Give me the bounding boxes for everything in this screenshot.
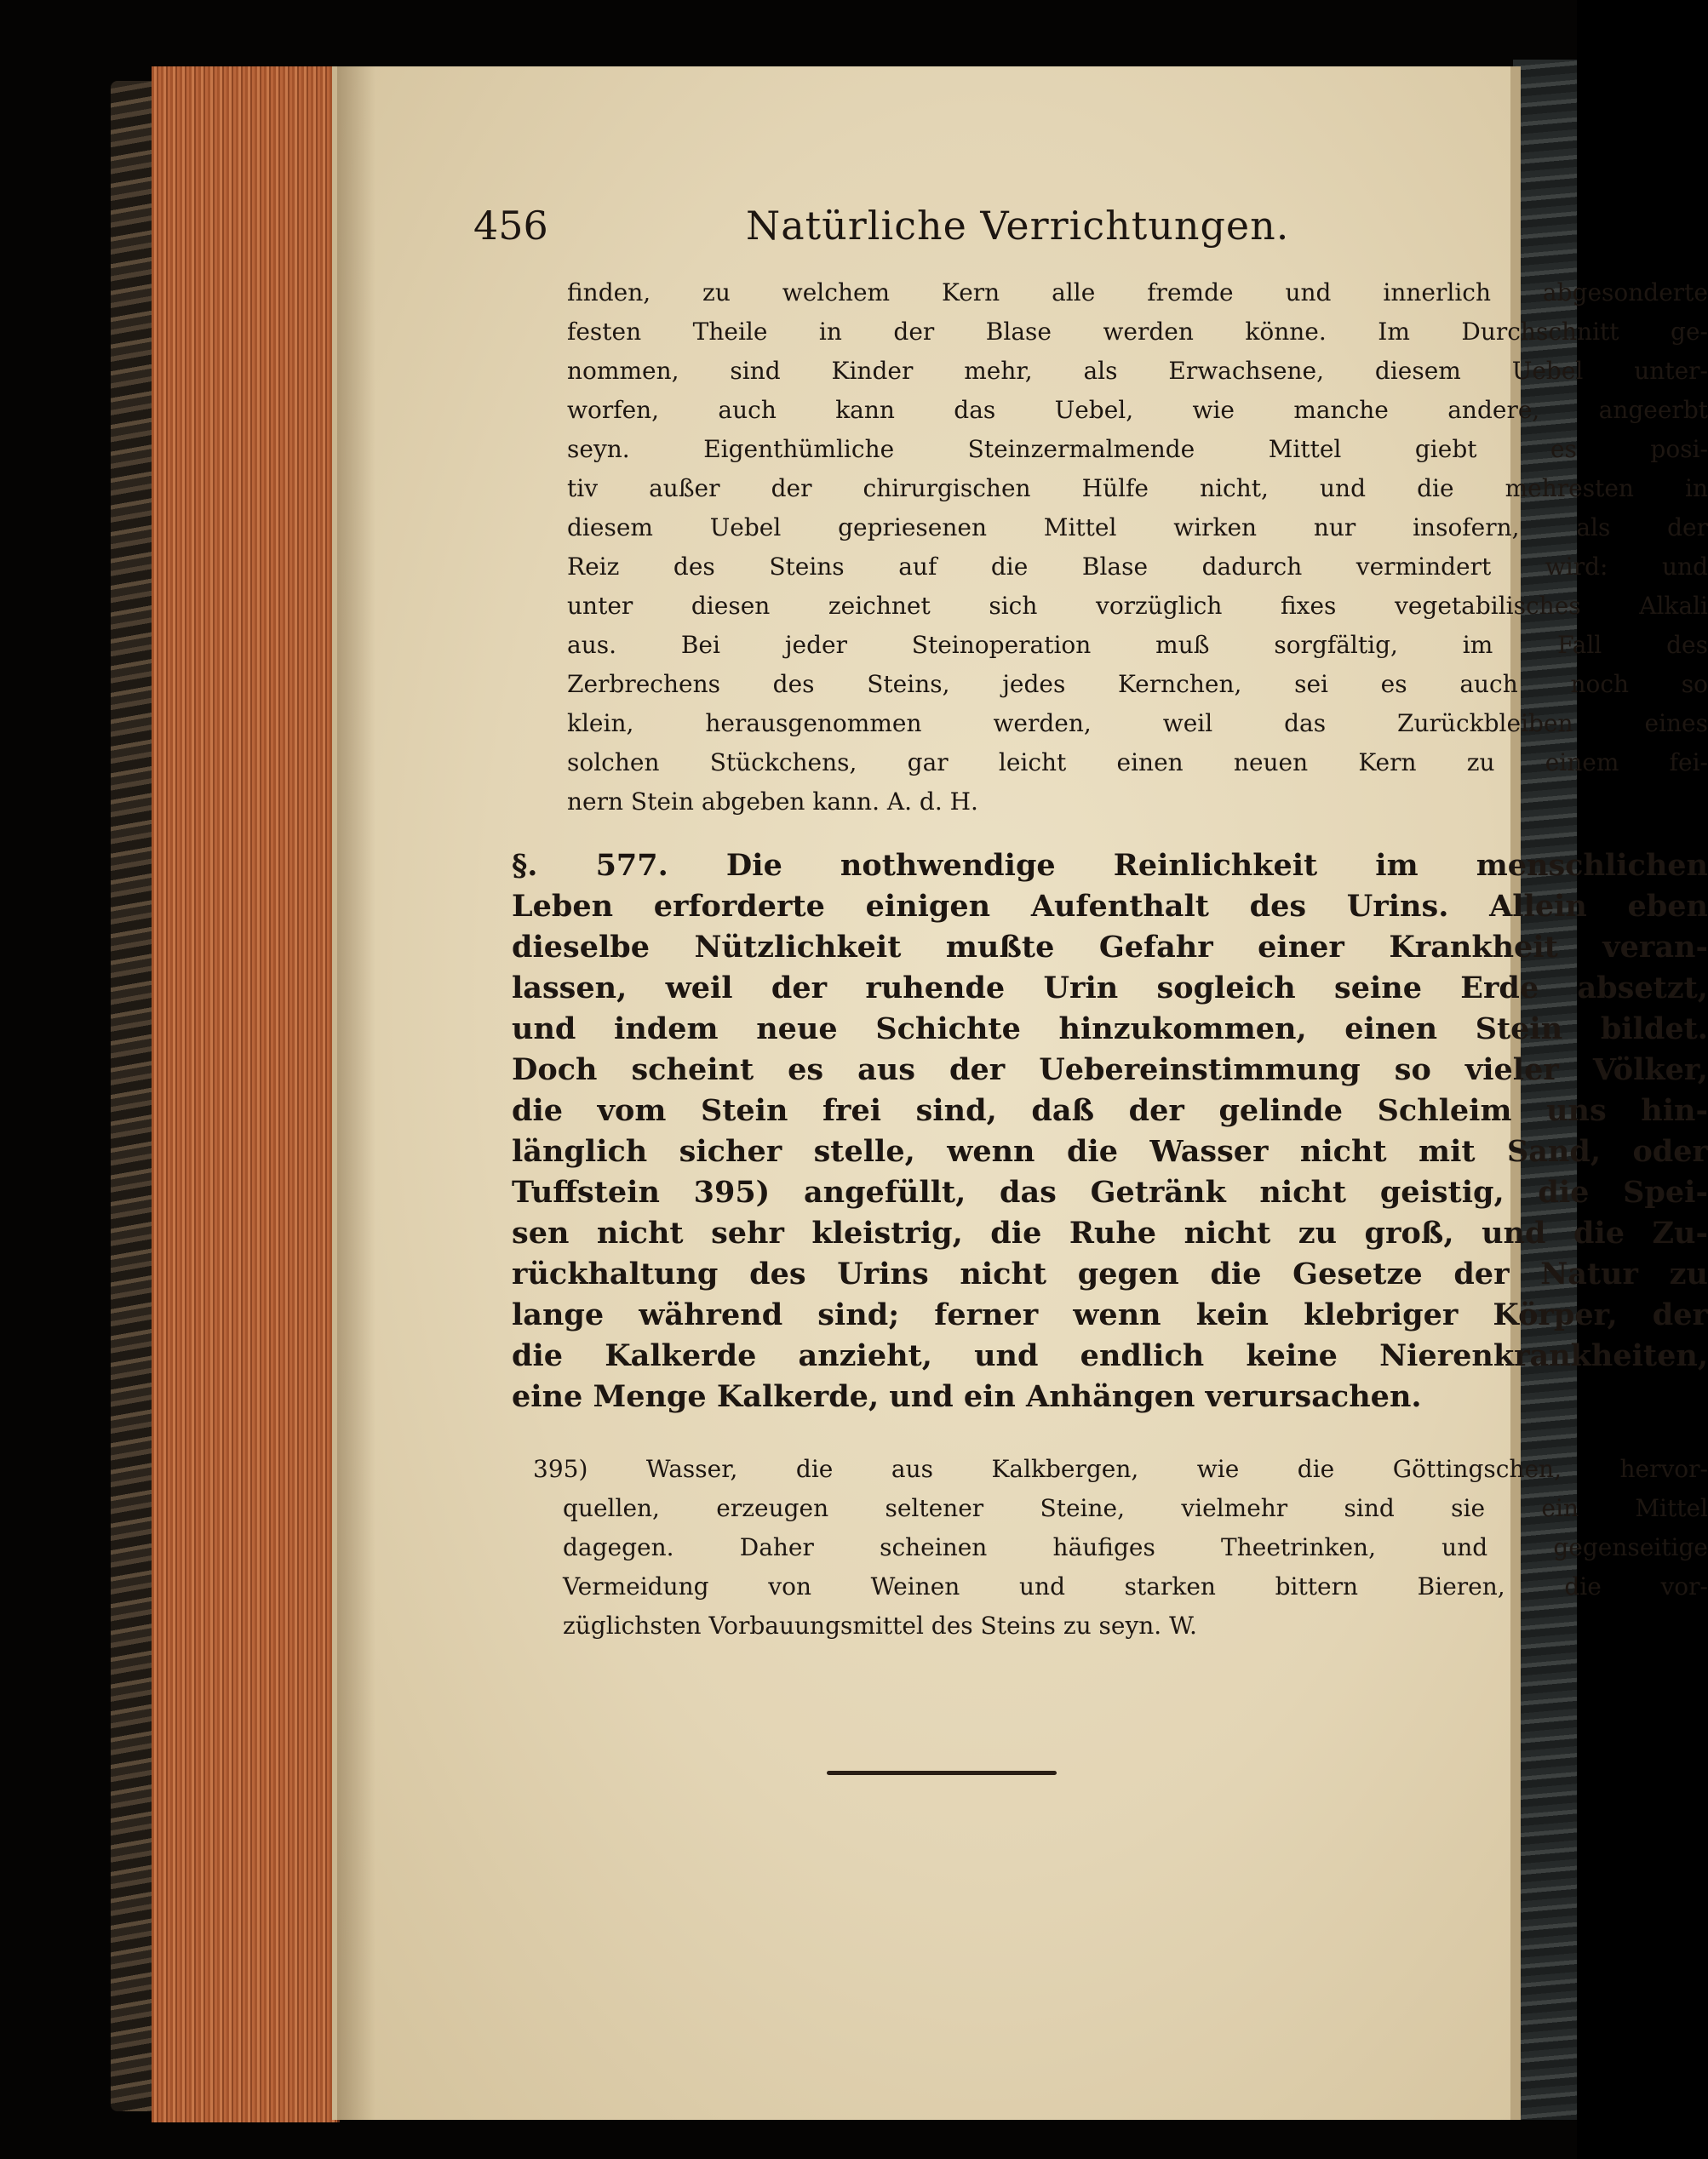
body-line: eine Menge Kalkerde, und ein Anhängen verursachen. [512, 1379, 1422, 1414]
footnote-line: solchen Stückchens, gar leicht einen neuen Kern zu einem fei- [567, 748, 1708, 776]
body-line: rückhaltung des Urins nicht gegen die Gesetze der Natur zu [512, 1257, 1708, 1291]
footnote-line: quellen, erzeugen seltener Steine, vielmehr sind sie ein Mittel [563, 1494, 1708, 1522]
book-page [332, 66, 1708, 2120]
body-line: dieselbe Nützlichkeit mußte Gefahr einer Krankheit veran- [512, 930, 1708, 965]
body-line: länglich sicher stelle, wenn die Wasser nicht mit Sand, oder [512, 1134, 1708, 1169]
body-line: die vom Stein frei sind, daß der gelinde Schleim uns hin- [512, 1093, 1708, 1128]
footnote-line: Vermeidung von Weinen und starken bittern Bieren, die vor- [563, 1572, 1708, 1601]
footnote-line: unter diesen zeichnet sich vorzüglich fixes vegetabilisches Alkali [567, 592, 1708, 620]
gutter-shadow [337, 66, 375, 2120]
footnote-line: Zerbrechens des Steins, jedes Kernchen, sei es auch noch so [567, 670, 1708, 698]
footnote-line: dagegen. Daher scheinen häufiges Theetrinken, und gegenseitige [563, 1533, 1708, 1561]
footnote-line: tiv außer der chirurgischen Hülfe nicht, und die mehresten in [567, 474, 1708, 502]
body-line: Leben erforderte einigen Aufenthalt des Urins. Allein eben [512, 889, 1708, 924]
footnote-line: klein, herausgenommen werden, weil das Zurückbleiben eines [567, 709, 1708, 737]
footnote-line: diesem Uebel gepriesenen Mittel wirken nur insofern, als der [567, 513, 1708, 541]
footnote-line: finden, zu welchem Kern alle fremde und innerlich abgesonderte [567, 278, 1708, 306]
body-line: §. 577. Die nothwendige Reinlichkeit im menschlichen [512, 848, 1708, 883]
body-line: die Kalkerde anzieht, und endlich keine Nierenkrankheiten, [512, 1338, 1708, 1373]
footnote-line: 395) Wasser, die aus Kalkbergen, wie die Göttingschen, hervor- [533, 1455, 1708, 1483]
body-line: und indem neue Schichte hinzukommen, einen Stein bildet. [512, 1011, 1708, 1046]
body-line: lange während sind; ferner wenn kein klebriger Körper, der [512, 1297, 1708, 1332]
footnote-line: nern Stein abgeben kann. A. d. H. [567, 787, 978, 816]
footnote-line: züglichsten Vorbauungsmittel des Steins zu seyn. W. [563, 1612, 1197, 1640]
footnote-line: aus. Bei jeder Steinoperation muß sorgfältig, im Fall des [567, 631, 1708, 659]
page-number: 456 [473, 203, 548, 249]
body-line: Doch scheint es aus der Uebereinstimmung so vieler Völker, [512, 1052, 1708, 1087]
footnote-line: festen Theile in der Blase werden könne. Im Durchschnitt ge- [567, 318, 1708, 346]
page-block-edge [152, 66, 340, 2122]
body-line: lassen, weil der ruhende Urin sogleich seine Erde absetzt, [512, 971, 1708, 1005]
footnote-line: worfen, auch kann das Uebel, wie manche andere, angeerbt [567, 396, 1708, 424]
body-line: Tuffstein 395) angefüllt, das Getränk nicht geistig, die Spei- [512, 1175, 1708, 1210]
footnote-line: nommen, sind Kinder mehr, als Erwachsene, diesem Uebel unter- [567, 357, 1708, 385]
end-rule [827, 1771, 1057, 1775]
running-header: Natürliche Verrichtungen. [746, 203, 1290, 249]
body-line: sen nicht sehr kleistrig, die Ruhe nicht zu groß, und die Zu- [512, 1216, 1708, 1251]
footnote-line: Reiz des Steins auf die Blase dadurch vermindert wird: und [567, 553, 1708, 581]
footnote-line: seyn. Eigenthümliche Steinzermalmende Mittel giebt es posi- [567, 435, 1708, 463]
